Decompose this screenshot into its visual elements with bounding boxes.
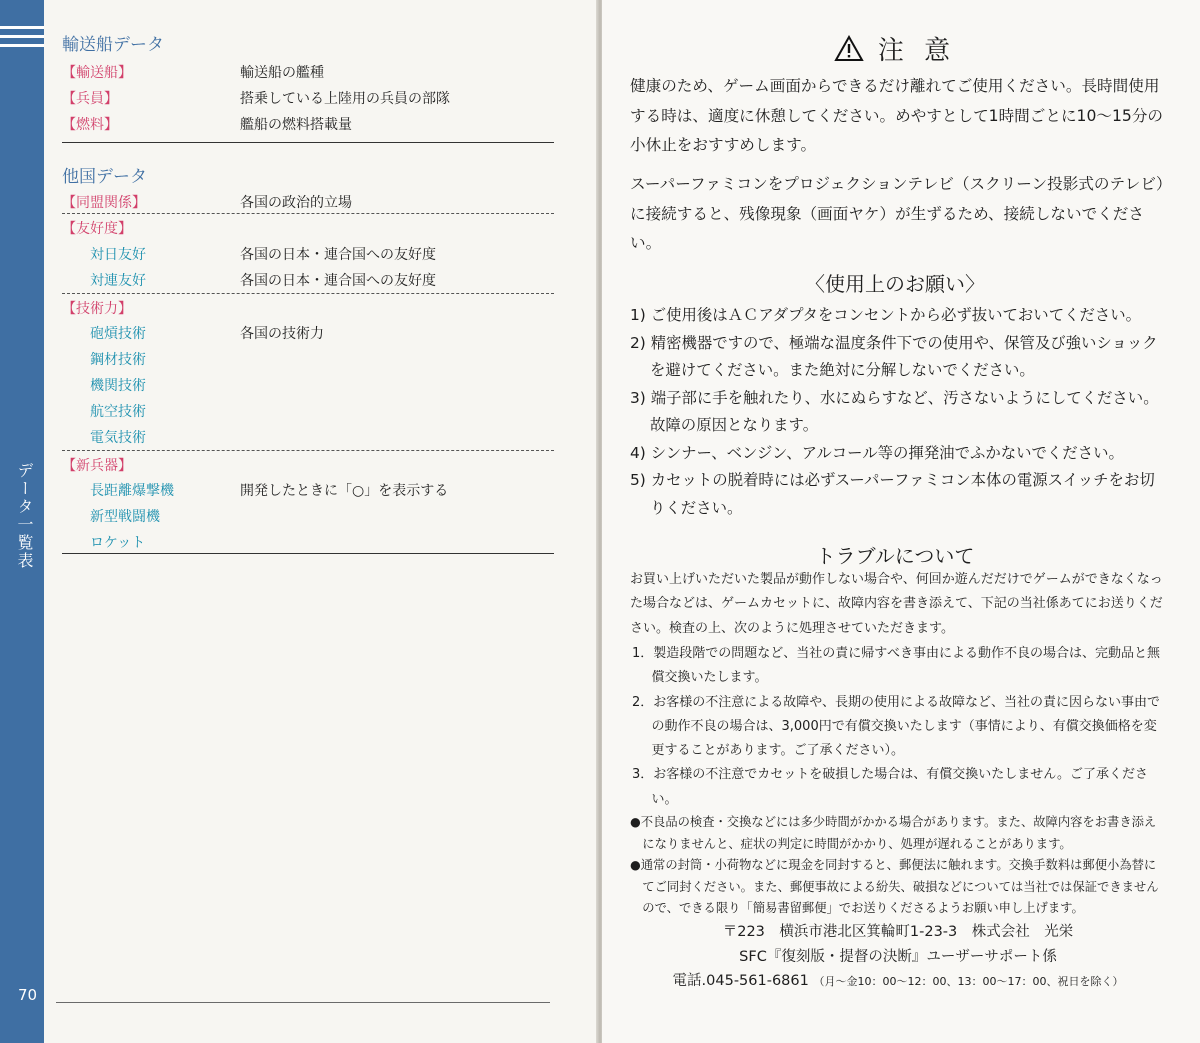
row-tag: 【技術力】	[62, 301, 132, 317]
tech-row	[62, 295, 552, 321]
item-label: 砲熕技術	[90, 326, 146, 342]
tech-item	[62, 372, 552, 398]
page-bottom-rule	[56, 1002, 550, 1003]
item-label: 対日友好	[90, 247, 146, 263]
trouble-intro: お買い上げいただいた製品が動作しない場合や、何回か遊んだだけでゲームができなくなった場合などは、ゲームカセットに、故障内容を書き添えて、下記の当社係あてにお送りください。検査の上、次のように処理させていただきます。	[630, 572, 1163, 636]
row-description: 各国の日本・連合国への友好度	[240, 247, 436, 263]
other-country-section-title: 他国データ	[62, 167, 147, 187]
trouble-item: 3．お客様の不注意でカセットを破損した場合は、有償交換いたしません。ご了承ください。	[632, 767, 1149, 807]
row-description: 開発したときに「○」を表示する	[240, 483, 449, 499]
weapons-item	[62, 477, 552, 503]
item-label: ロケット	[90, 535, 146, 551]
trouble-list	[632, 642, 1164, 812]
item-label: 機関技術	[90, 378, 146, 394]
row-description: 搭乗している上陸用の兵員の部隊	[240, 91, 450, 107]
trouble-note: ●通常の封筒・小荷物などに現金を同封すると、郵便法に触れます。交換手数料は郵便小為替にてご同封ください。また、郵便事故による紛失、破損などについては当社では保証できませんので、できる限り「簡易書留郵便」でお送りくださるようお願い申し上げます。	[630, 858, 1159, 916]
tech-item	[62, 320, 552, 346]
warning-paragraph: スーパーファミコンをプロジェクションテレビ（スクリーン投影式のテレビ）に接続すると、残像現象（画面ヤケ）が生ずるため、接続しないでください。	[630, 175, 1164, 252]
friendship-row	[62, 215, 552, 241]
warning-heading	[630, 30, 1160, 67]
support-address	[630, 920, 1166, 995]
row-description: 各国の政治的立場	[240, 195, 352, 211]
sidebar-tab	[0, 0, 44, 1043]
dashed-divider	[62, 450, 554, 451]
usage-item: 1) ご使用後はＡＣアダプタをコンセントから必ず抜いておいてください。	[630, 306, 1142, 324]
row-description: 各国の技術力	[240, 326, 324, 342]
row-tag: 【輸送船】	[62, 65, 132, 81]
friendship-item	[62, 267, 552, 293]
item-label: 長距離爆撃機	[90, 483, 174, 499]
trouble-note: ●不良品の検査・交換などには多少時間がかかる場合があります。また、故障内容をお書き添えになりませんと、症状の判定に時間がかかり、処理が遅れることがあります。	[630, 815, 1157, 851]
usage-item: 2) 精密機器ですので、極端な温度条件下での使用や、保管及び強いショックを避けてください。また絶対に分解しないでください。	[630, 333, 1158, 379]
trouble-heading: トラブルについて	[815, 544, 975, 568]
row-tag: 【友好度】	[62, 221, 132, 237]
row-tag: 【兵員】	[62, 91, 118, 107]
trouble-item: 2．お客様の不注意による故障や、長期の使用による故障など、当社の責に因らない事由での動作不良の場合は、3,000円で有償交換いたします（事情により、有償交換価格を変更することがあります。ご了承ください）。	[632, 694, 1161, 759]
phone-line	[630, 969, 1166, 995]
weapons-item	[62, 503, 552, 529]
item-label: 対連友好	[90, 273, 146, 289]
transport-row	[62, 59, 552, 85]
item-label: 鋼材技術	[90, 352, 146, 368]
support-department: SFC『復刻版・提督の決断』ユーザーサポート係	[739, 948, 1057, 965]
divider	[62, 553, 554, 554]
weapons-row	[62, 452, 552, 478]
item-label: 新型戦闘機	[90, 509, 160, 525]
usage-list	[630, 302, 1170, 522]
section-label: データ一覧表	[15, 462, 34, 570]
alliance-row	[62, 189, 552, 215]
sidebar-stripe	[0, 44, 44, 47]
support-hours: （月～金10：00～12：00、13：00～17：00、祝日を除く）	[813, 975, 1124, 988]
row-description: 輸送船の艦種	[240, 65, 324, 81]
row-tag: 【新兵器】	[62, 458, 132, 474]
warning-paragraph: 健康のため、ゲーム画面からできるだけ離れてご使用ください。長時間使用する時は、適度に休憩してください。めやすとして1時間ごとに10～15分の小休止をおすすめします。	[630, 77, 1164, 154]
postal-address: 〒223 横浜市港北区箕輪町1-23-3 株式会社 光栄	[722, 924, 1074, 940]
phone-number: 電話.045-561-6861	[672, 973, 809, 989]
transport-row	[62, 85, 552, 111]
sidebar-stripe	[0, 26, 44, 29]
usage-item: 4) シンナー、ベンジン、アルコール等の揮発油でふかないでください。	[630, 443, 1124, 462]
friendship-item	[62, 241, 552, 267]
divider	[62, 142, 554, 143]
row-tag: 【同盟関係】	[62, 195, 146, 211]
weapons-item	[62, 529, 552, 555]
trouble-notes	[630, 812, 1168, 920]
item-label: 航空技術	[90, 404, 146, 420]
row-description: 各国の日本・連合国への友好度	[240, 273, 436, 289]
usage-item: 5) カセットの脱着時には必ずスーパーファミコン本体の電源スイッチをお切りください。	[630, 471, 1155, 517]
dashed-divider	[62, 293, 554, 294]
row-tag: 【燃料】	[62, 117, 118, 133]
transport-section-title: 輸送船データ	[62, 35, 164, 55]
tech-item	[62, 398, 552, 424]
usage-item: 3) 端子部に手を触れたり、水にぬらすなど、汚さないようにしてください。故障の原因となります。	[630, 388, 1159, 434]
dashed-divider	[62, 213, 554, 214]
tech-item	[62, 424, 552, 450]
left-page	[0, 0, 598, 1043]
transport-row	[62, 111, 552, 137]
warning-icon	[834, 35, 864, 62]
sidebar-stripe	[0, 35, 44, 38]
warning-title: 注 意	[877, 36, 957, 66]
item-label: 電気技術	[90, 430, 146, 446]
page-number: 70	[18, 986, 38, 1004]
trouble-item: 1．製造段階での問題など、当社の責に帰すべき事由による動作不良の場合は、完動品と無償交換いたします。	[632, 646, 1161, 686]
tech-item	[62, 346, 552, 372]
row-description: 艦船の燃料搭載量	[240, 117, 352, 133]
usage-heading: 〈使用上のお願い〉	[805, 272, 985, 296]
